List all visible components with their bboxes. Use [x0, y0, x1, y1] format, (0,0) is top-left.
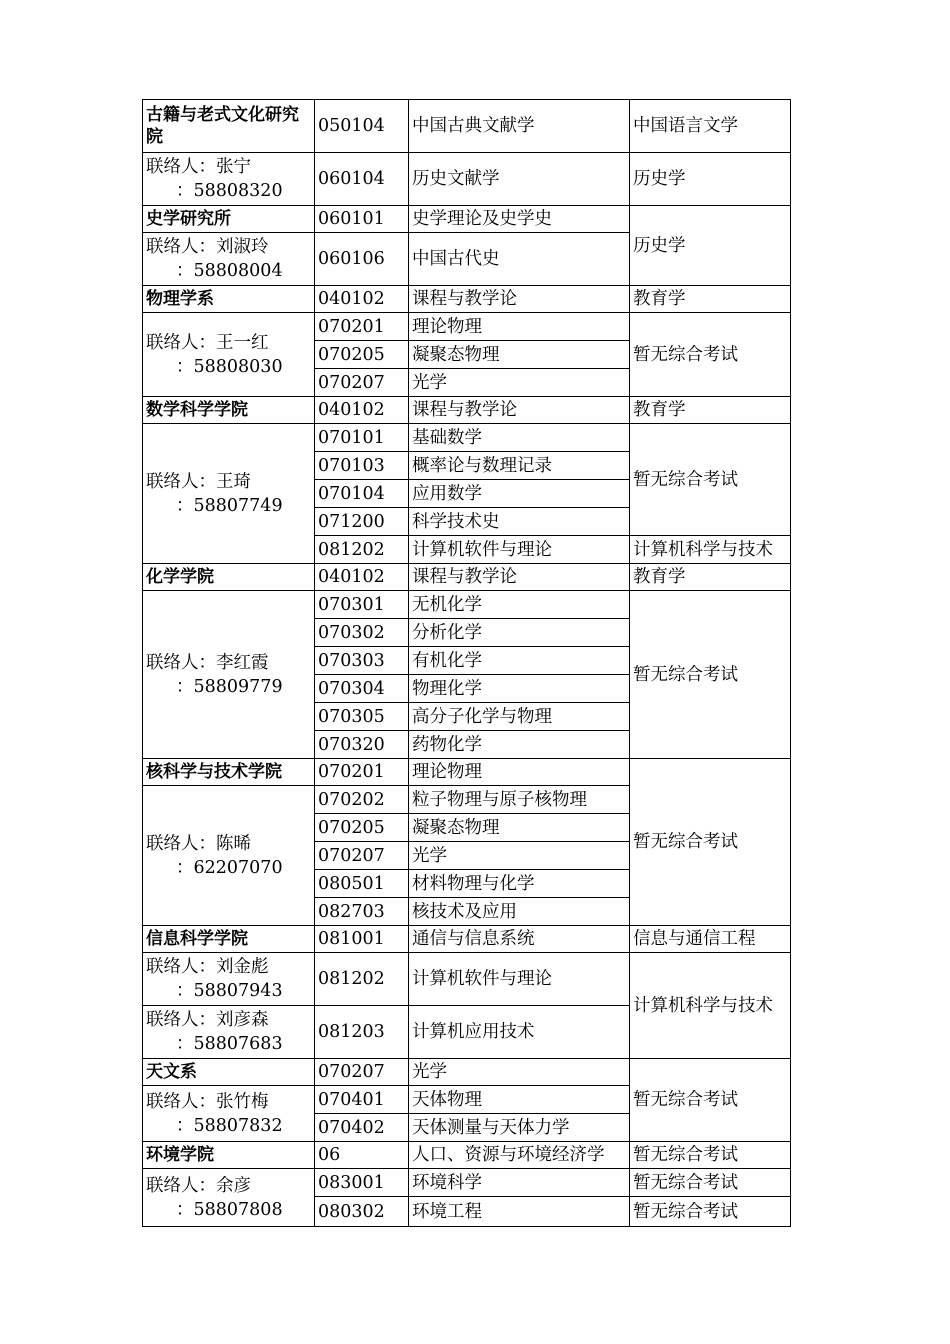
- major-code: 070104: [315, 480, 409, 508]
- major-name: 基础数学: [409, 424, 630, 452]
- major-name: 史学理论及史学史: [409, 206, 630, 233]
- major-name: 天体物理: [409, 1086, 630, 1114]
- department-name: 环境学院: [143, 1142, 315, 1169]
- department-name: 物理学系: [143, 286, 315, 313]
- major-code: 050104: [315, 100, 409, 153]
- major-name: 理论物理: [409, 313, 630, 341]
- table-row: [143, 100, 791, 153]
- major-name: 概率论与数理记录: [409, 452, 630, 480]
- comprehensive-exam: 暂无综合考试: [630, 591, 791, 759]
- program-table: [142, 99, 791, 1227]
- contact-person: 联络人：刘淑玲: [146, 237, 269, 257]
- major-code: 060101: [315, 206, 409, 233]
- major-name: 光学: [409, 1059, 630, 1086]
- comprehensive-exam: 计算机科学与技术: [630, 953, 791, 1059]
- major-name: 计算机应用技术: [409, 1006, 630, 1059]
- major-name: 光学: [409, 369, 630, 397]
- comprehensive-exam: 暂无综合考试: [630, 424, 791, 536]
- major-name: 核技术及应用: [409, 898, 630, 926]
- contact-person: 联络人：李红霞: [146, 652, 269, 673]
- major-name: 药物化学: [409, 731, 630, 759]
- comprehensive-exam: 暂无综合考试: [630, 759, 791, 926]
- department-name: 化学学院: [143, 564, 315, 591]
- major-code: 060104: [315, 153, 409, 206]
- contact-phone: ：58809779: [176, 676, 283, 697]
- major-name: 应用数学: [409, 480, 630, 508]
- table-row: [143, 397, 791, 424]
- major-code: 070402: [315, 1114, 409, 1142]
- comprehensive-exam: 暂无综合考试: [630, 1197, 791, 1227]
- comprehensive-exam: 中国语言文学: [630, 100, 791, 153]
- major-code: 070207: [315, 1059, 409, 1086]
- major-code: 081001: [315, 926, 409, 953]
- contact-person: 联络人：张宁: [146, 157, 251, 177]
- table-row: [143, 926, 791, 953]
- contact-phone: ：58808004: [176, 261, 283, 281]
- major-name: 中国古代史: [409, 233, 630, 286]
- major-name: 天体测量与天体力学: [409, 1114, 630, 1142]
- major-name: 光学: [409, 842, 630, 870]
- major-code: 070207: [315, 369, 409, 397]
- major-code: 081203: [315, 1006, 409, 1059]
- major-name: 凝聚态物理: [409, 341, 630, 369]
- comprehensive-exam: 信息与通信工程: [630, 926, 791, 953]
- department-name: 数学科学学院: [143, 397, 315, 424]
- comprehensive-exam: 暂无综合考试: [630, 1142, 791, 1169]
- contact-phone: ：58808320: [176, 181, 283, 201]
- major-code: 06: [315, 1142, 409, 1169]
- contact-cell: [143, 233, 315, 286]
- contact-cell: [143, 591, 315, 759]
- contact-cell: [143, 1086, 315, 1142]
- major-name: 粒子物理与原子核物理: [409, 786, 630, 814]
- major-code: 040102: [315, 564, 409, 591]
- comprehensive-exam: 暂无综合考试: [630, 1169, 791, 1197]
- comprehensive-exam: 暂无综合考试: [630, 1059, 791, 1142]
- contact-person: 联络人：刘彦森: [146, 1010, 269, 1030]
- major-code: 070201: [315, 313, 409, 341]
- table-row: [143, 953, 791, 1006]
- major-name: 高分子化学与物理: [409, 703, 630, 731]
- department-name: 信息科学学院: [143, 926, 315, 953]
- major-code: 080302: [315, 1197, 409, 1227]
- contact-phone: ：58807749: [176, 495, 283, 516]
- major-code: 070205: [315, 814, 409, 842]
- contact-phone: ：62207070: [176, 857, 283, 878]
- contact-person: 联络人：张竹梅: [146, 1091, 269, 1112]
- department-name: 天文系: [143, 1059, 315, 1086]
- table-row: [143, 564, 791, 591]
- major-name: 计算机软件与理论: [409, 953, 630, 1006]
- table-row: [143, 591, 791, 619]
- major-code: 080501: [315, 870, 409, 898]
- comprehensive-exam: 计算机科学与技术: [630, 536, 791, 564]
- major-name: 环境科学: [409, 1169, 630, 1197]
- table-row: [143, 206, 791, 233]
- major-name: 人口、资源与环境经济学: [409, 1142, 630, 1169]
- major-code: 070305: [315, 703, 409, 731]
- comprehensive-exam: 教育学: [630, 397, 791, 424]
- major-code: 040102: [315, 286, 409, 313]
- contact-cell: [143, 313, 315, 397]
- major-code: 070304: [315, 675, 409, 703]
- major-name: 通信与信息系统: [409, 926, 630, 953]
- major-code: 070103: [315, 452, 409, 480]
- table-row: [143, 759, 791, 786]
- major-name: 课程与教学论: [409, 397, 630, 424]
- major-code: 071200: [315, 508, 409, 536]
- contact-phone: ：58808030: [176, 356, 283, 377]
- comprehensive-exam: 历史学: [630, 206, 791, 286]
- contact-cell: [143, 1169, 315, 1227]
- contact-phone: ：58807683: [176, 1034, 283, 1054]
- department-name: 史学研究所: [143, 206, 315, 233]
- contact-cell: [143, 786, 315, 926]
- major-code: 083001: [315, 1169, 409, 1197]
- table-row: [143, 424, 791, 452]
- contact-cell: [143, 153, 315, 206]
- table-row: [143, 1059, 791, 1086]
- major-name: 分析化学: [409, 619, 630, 647]
- table-row: [143, 1142, 791, 1169]
- department-name: 核科学与技术学院: [143, 759, 315, 786]
- comprehensive-exam: 教育学: [630, 286, 791, 313]
- major-code: 070202: [315, 786, 409, 814]
- contact-phone: ：58807808: [176, 1199, 283, 1220]
- major-code: 070301: [315, 591, 409, 619]
- major-code: 070401: [315, 1086, 409, 1114]
- major-name: 理论物理: [409, 759, 630, 786]
- major-code: 081202: [315, 536, 409, 564]
- contact-phone: ：58807832: [176, 1115, 283, 1136]
- major-code: 060106: [315, 233, 409, 286]
- major-name: 中国古典文献学: [409, 100, 630, 153]
- major-name: 物理化学: [409, 675, 630, 703]
- major-code: 070207: [315, 842, 409, 870]
- major-name: 计算机软件与理论: [409, 536, 630, 564]
- major-code: 070205: [315, 341, 409, 369]
- comprehensive-exam: 暂无综合考试: [630, 313, 791, 397]
- major-name: 有机化学: [409, 647, 630, 675]
- contact-phone: ：58807943: [176, 981, 283, 1001]
- major-name: 凝聚态物理: [409, 814, 630, 842]
- major-code: 070201: [315, 759, 409, 786]
- contact-person: 联络人：陈晞: [146, 833, 251, 854]
- comprehensive-exam: 历史学: [630, 153, 791, 206]
- major-name: 课程与教学论: [409, 286, 630, 313]
- contact-person: 联络人：王琦: [146, 471, 251, 492]
- major-name: 科学技术史: [409, 508, 630, 536]
- contact-person: 联络人：余彦: [146, 1175, 251, 1196]
- table-row: [143, 313, 791, 341]
- major-code: 040102: [315, 397, 409, 424]
- table-row: [143, 286, 791, 313]
- major-name: 环境工程: [409, 1197, 630, 1227]
- program-table-body: [143, 100, 791, 1227]
- major-name: 课程与教学论: [409, 564, 630, 591]
- major-code: 070303: [315, 647, 409, 675]
- major-name: 无机化学: [409, 591, 630, 619]
- major-code: 070101: [315, 424, 409, 452]
- department-name: 古籍与老式文化研究院: [143, 100, 315, 153]
- major-name: 历史文献学: [409, 153, 630, 206]
- contact-cell: [143, 953, 315, 1006]
- major-code: 070302: [315, 619, 409, 647]
- table-row: [143, 153, 791, 206]
- major-code: 081202: [315, 953, 409, 1006]
- major-name: 材料物理与化学: [409, 870, 630, 898]
- contact-person: 联络人：王一红: [146, 332, 269, 353]
- table-row: [143, 1169, 791, 1197]
- major-code: 082703: [315, 898, 409, 926]
- contact-person: 联络人：刘金彪: [146, 957, 269, 977]
- contact-cell: [143, 424, 315, 564]
- contact-cell: [143, 1006, 315, 1059]
- major-code: 070320: [315, 731, 409, 759]
- comprehensive-exam: 教育学: [630, 564, 791, 591]
